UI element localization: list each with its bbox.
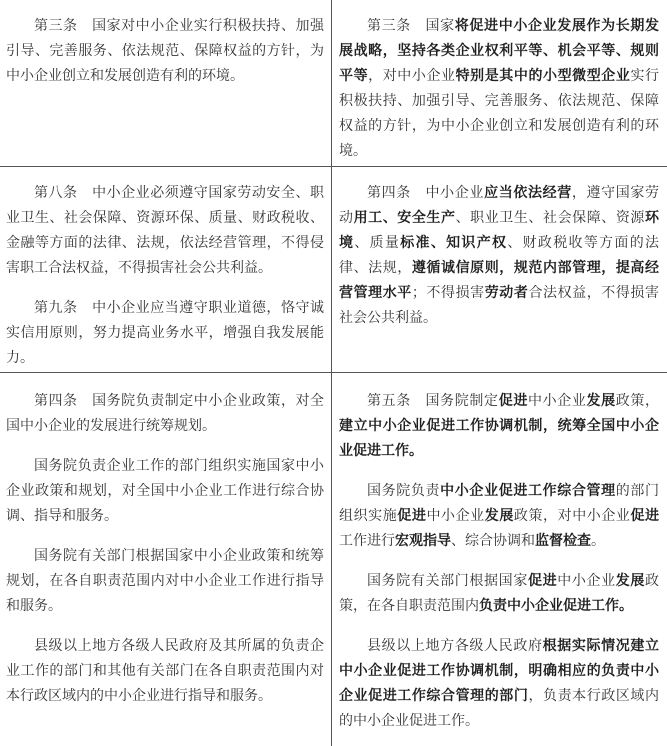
paragraph: 第三条 国家对中小企业实行积极扶持、加强引导、完善服务、依法规范、保障权益的方针，为中小企业创立和发展创造有利的环境。 (6, 18, 324, 84)
table-divider-row-1 (0, 166, 667, 167)
paragraph: 第九条 中小企业应当遵守职业道德，恪守诚实信用原则，努力提高业务水平，增强自我发展能力。 (6, 300, 324, 366)
highlighted-text: 特别是其中的小型微型企业 (455, 68, 631, 84)
text-run: 政策，在各自职责范围内 (339, 573, 659, 614)
text-run: 中小企业 (527, 393, 587, 409)
paragraph (339, 634, 659, 734)
text-run: ，遵守国家劳动 (339, 185, 659, 226)
table-divider-column (331, 0, 332, 746)
highlighted-text: 发展 (586, 393, 616, 409)
paragraph (339, 389, 659, 464)
paragraph: 第八条 中小企业必须遵守国家劳动安全、职业卫生、社会保障、资源环保、质量、财政税收、金融等方面的法律、法规，依法经营管理，不得侵害职工合法权益，不得损害社会公共利益。 (6, 185, 324, 276)
old-law-articles-8-9 (6, 181, 324, 371)
text-run: 政策， (615, 393, 659, 409)
paragraph: 第四条 国务院负责制定中小企业政策，对全国中小企业的发展进行统筹规划。 (6, 393, 324, 434)
table-divider-row-2 (0, 372, 667, 373)
text-run: ，对中小企业 (368, 68, 456, 84)
text-run: 国务院负责 (367, 483, 441, 499)
highlighted-text: 根据实际情况建立中小企业促进工作协调机制，明确相应的负责中小企业促进工作综合管理的部门 (339, 638, 659, 704)
highlighted-text: 宏观指导 (395, 533, 451, 549)
text-run: 、综合协调和 (451, 533, 535, 549)
new-law-article-3 (339, 14, 659, 164)
text-run: 、财政税收等方面的法律、法规， (339, 235, 659, 276)
text-run: 实行积极扶持、加强引导、完善服务、依法规范、保障权益的方针，为中小企业创立和发展创造有利的环境。 (339, 68, 659, 159)
highlighted-text: 发展 (484, 508, 514, 524)
paragraph (339, 569, 659, 619)
highlighted-text: 中小企业促进工作综合管理 (440, 483, 616, 499)
text-run: 的部门组织实施 (339, 483, 659, 524)
highlighted-text: 促进 (527, 573, 558, 589)
text-run: 中小企业 (426, 508, 485, 524)
highlighted-text: 劳动者 (484, 285, 529, 301)
old-law-article-3 (6, 14, 324, 89)
highlighted-text: 环境 (339, 210, 659, 251)
highlighted-text: 促进 (397, 508, 427, 524)
text-run: 政策，对中小企业 (513, 508, 631, 524)
paragraph: 县级以上地方各级人民政府及其所属的负责企业工作的部门和其他有关部门在各自职责范围内对本行政区域内的中小企业进行指导和服务。 (6, 638, 324, 704)
text-run: 。 (591, 533, 605, 549)
highlighted-text: 负责中小企业促进工作。 (479, 598, 633, 614)
highlighted-text: 促进 (630, 508, 659, 524)
text-run: 第四条 中小企业 (367, 185, 485, 201)
old-law-article-4 (6, 389, 324, 709)
highlighted-text: 将促进中小企业发展作为长期发展战略，坚持各类企业权利平等、机会平等、规则平等 (339, 18, 659, 84)
new-law-article-4 (339, 181, 659, 331)
text-run: 县级以上地方各级人民政府 (367, 638, 543, 654)
paragraph (339, 14, 659, 164)
highlighted-text: 用工、安全生产 (353, 210, 456, 226)
text-run: 国务院有关部门根据国家 (367, 573, 528, 589)
text-run: 合法权益，不得损害社会公共利益。 (339, 285, 659, 326)
paragraph: 国务院有关部门根据国家中小企业政策和统筹规划，在各自职责范围内对中小企业工作进行指导和服务。 (6, 548, 324, 614)
paragraph: 国务院负责企业工作的部门组织实施国家中小企业政策和规划，对全国中小企业工作进行综合协调、指导和服务。 (6, 458, 324, 524)
text-run: 、质量 (354, 235, 401, 251)
text-run: 、职业卫生、社会保障、资源 (455, 210, 646, 226)
new-law-article-5 (339, 389, 659, 734)
text-run: 第三条 国家 (367, 18, 455, 34)
highlighted-text: 建立中小企业促进工作协调机制，统筹全国中小企业促进工作。 (339, 418, 659, 459)
highlighted-text: 促进 (498, 393, 528, 409)
highlighted-text: 遵循诚信原则，规范内部管理，提高经营管理水平 (339, 260, 659, 301)
highlighted-text: 监督检查 (535, 533, 591, 549)
text-run: 第五条 国务院制定 (367, 393, 499, 409)
text-run: ，负责本行政区域内的中小企业促进工作。 (339, 688, 659, 729)
highlighted-text: 应当依法经营 (484, 185, 572, 201)
highlighted-text: 标准、知识产权 (400, 235, 508, 251)
text-run: ；不得损害 (411, 285, 485, 301)
text-run: 工作进行 (339, 533, 395, 549)
paragraph (339, 181, 659, 331)
highlighted-text: 发展 (615, 573, 646, 589)
text-run: 中小企业 (557, 573, 616, 589)
paragraph (339, 479, 659, 554)
